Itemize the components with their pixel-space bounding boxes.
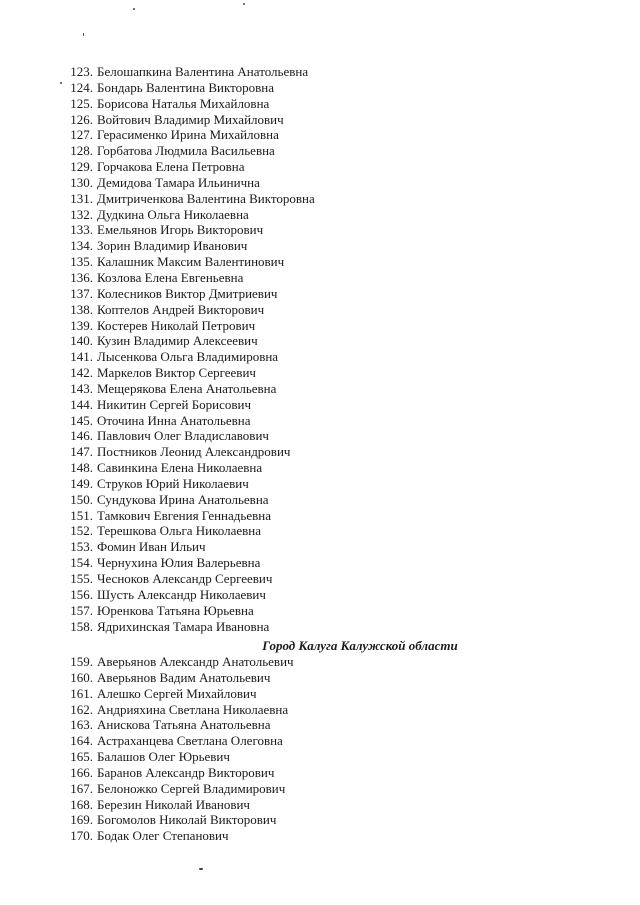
list-item-name: Фомин Иван Ильич [97,539,206,555]
list-item-name: Ядрихинская Тамара Ивановна [97,618,270,634]
list-item [0,603,640,619]
list-item-name: Козлова Елена Евгеньевна [97,269,244,285]
list-item [0,80,640,96]
list-item [0,523,640,539]
section-title: Город Калуга Калужской области [262,638,458,653]
list-item [0,781,640,797]
list-item [0,238,640,254]
name-list-part-2 [0,654,640,844]
list-item-name: Савинкина Елена Николаевна [97,460,263,476]
list-item-number: 148. [70,460,93,476]
list-item-name: Богомолов Николай Викторович [97,812,277,828]
list-item-name: Юренкова Татьяна Юрьевна [97,602,254,618]
list-item-name: Анискова Татьяна Анатольевна [97,717,271,733]
list-item [0,476,640,492]
list-item-name: Дудкина Ольга Николаевна [97,206,249,222]
list-item [0,539,640,555]
list-item-name: Алешко Сергей Михайлович [97,685,257,701]
scan-speck [243,3,245,5]
list-item [0,444,640,460]
list-item [0,397,640,413]
list-item-number: 144. [70,396,93,412]
list-item-number: 139. [70,317,93,333]
list-item [0,349,640,365]
list-item-number: 162. [70,701,93,717]
list-item-number: 166. [70,764,93,780]
list-item-number: 146. [70,428,93,444]
list-item-number: 137. [70,285,93,301]
list-item-number: 127. [70,127,93,143]
list-item [0,365,640,381]
list-item-number: 151. [70,507,93,523]
list-item [0,828,640,844]
list-item-number: 147. [70,444,93,460]
list-item [0,619,640,635]
list-item-name: Емельянов Игорь Викторович [97,222,264,238]
list-item [0,765,640,781]
list-item-name: Коптелов Андрей Викторович [97,301,265,317]
list-item-number: 130. [70,174,93,190]
list-item-number: 136. [70,269,93,285]
list-item-name: Белошапкина Валентина Анатольевна [97,64,309,79]
list-item-number: 129. [70,159,93,175]
list-item-name: Дмитриченкова Валентина Викторовна [97,190,315,206]
list-item [0,508,640,524]
list-item [0,302,640,318]
list-item-number: 131. [70,190,93,206]
list-item-name: Балашов Олег Юрьевич [97,749,230,765]
list-item-name: Тамкович Евгения Геннадьевна [97,507,271,523]
list-item [0,270,640,286]
list-item [0,207,640,223]
name-list-part-1 [0,64,640,634]
list-item [0,318,640,334]
list-item-number: 150. [70,491,93,507]
list-item [0,571,640,587]
list-item-number: 169. [70,812,93,828]
list-item-name: Борисова Наталья Михайловна [97,95,270,111]
list-item-number: 145. [70,412,93,428]
list-item-number: 141. [70,349,93,365]
list-item-name: Павлович Олег Владиславович [97,428,269,444]
list-item-number: 170. [70,828,93,844]
list-item-number: 168. [70,796,93,812]
list-item-name: Шусть Александр Николаевич [97,586,266,602]
scan-speck [199,868,203,870]
list-item-number: 128. [70,143,93,159]
list-item-name: Калашник Максим Валентинович [97,254,285,270]
list-item-name: Герасименко Ирина Михайловна [97,127,279,143]
list-item-name: Лысенкова Ольга Владимировна [97,349,279,365]
list-item [0,127,640,143]
list-item [0,749,640,765]
list-item [0,64,640,80]
list-item-number: 152. [70,523,93,539]
list-item-number: 167. [70,780,93,796]
list-item-name: Мещерякова Елена Анатольевна [97,380,277,396]
list-item-number: 138. [70,301,93,317]
list-item-number: 155. [70,571,93,586]
list-item-name: Сундукова Ирина Анатольевна [97,491,269,507]
list-item [0,222,640,238]
list-item-name: Колесников Виктор Дмитриевич [97,285,278,301]
list-item [0,555,640,571]
list-item [0,112,640,128]
list-item-number: 165. [70,749,93,765]
list-item-number: 134. [70,238,93,254]
list-item [0,286,640,302]
list-item-name: Аверьянов Вадим Анатольевич [97,669,271,685]
list-item-name: Никитин Сергей Борисович [97,396,252,412]
list-item-name: Маркелов Виктор Сергеевич [97,365,256,381]
list-item-name: Чесноков Александр Сергеевич [97,571,273,586]
list-item [0,492,640,508]
list-item-name: Березин Николай Иванович [97,796,250,812]
list-item [0,812,640,828]
list-item [0,96,640,112]
list-item-name: Бондарь Валентина Викторовна [97,79,275,95]
list-item-number: 132. [70,206,93,222]
list-item [0,654,640,670]
list-item-number: 163. [70,717,93,733]
list-item-name: Терешкова Ольга Николаевна [97,523,262,539]
list-item-name: Горчакова Елена Петровна [97,159,245,175]
list-item [0,686,640,702]
list-item-number: 157. [70,602,93,618]
list-item [0,175,640,191]
list-item-number: 133. [70,222,93,238]
list-item-name: Аверьянов Александр Анатольевич [97,654,294,669]
list-item-number: 124. [70,79,93,95]
list-item [0,159,640,175]
list-item [0,254,640,270]
list-item-name: Струков Юрий Николаевич [97,475,249,491]
list-item [0,797,640,813]
list-item-number: 160. [70,669,93,685]
list-item-number: 161. [70,685,93,701]
list-item-number: 156. [70,586,93,602]
list-item-name: Горбатова Людмила Васильевна [97,143,275,159]
list-item-name: Демидова Тамара Ильинична [97,174,260,190]
list-item [0,702,640,718]
list-item [0,191,640,207]
list-item-number: 159. [70,654,93,669]
list-item-name: Астраханцева Светлана Олеговна [97,733,283,749]
list-item-name: Постников Леонид Александрович [97,444,291,460]
list-item-number: 143. [70,380,93,396]
list-item [0,587,640,603]
list-item-number: 126. [70,111,93,127]
list-item [0,381,640,397]
scan-speck [83,33,84,36]
list-item-number: 164. [70,733,93,749]
list-item-number: 140. [70,333,93,349]
list-item-number: 123. [70,64,93,79]
list-item-name: Бодак Олег Степанович [97,828,229,844]
list-item [0,143,640,159]
list-item [0,733,640,749]
list-item-name: Оточина Инна Анатольевна [97,412,251,428]
list-item-number: 149. [70,475,93,491]
list-item-name: Чернухина Юлия Валерьевна [97,555,261,571]
list-item-name: Андрияхина Светлана Николаевна [97,701,289,717]
list-item [0,717,640,733]
list-item-number: 142. [70,365,93,381]
list-item-name: Белоножко Сергей Владимирович [97,780,286,796]
list-item-number: 154. [70,555,93,571]
list-item-name: Кузин Владимир Алексеевич [97,333,258,349]
list-item-number: 125. [70,95,93,111]
list-item [0,413,640,429]
list-item [0,670,640,686]
list-item [0,428,640,444]
list-item-number: 153. [70,539,93,555]
scan-speck [133,8,135,10]
list-item-number: 135. [70,254,93,270]
list-item [0,333,640,349]
list-item-name: Костерев Николай Петрович [97,317,256,333]
list-item-number: 158. [70,618,93,634]
list-item [0,460,640,476]
list-item-name: Баранов Александр Викторович [97,764,275,780]
list-item-name: Зорин Владимир Иванович [97,238,248,254]
list-item-name: Войтович Владимир Михайлович [97,111,284,127]
